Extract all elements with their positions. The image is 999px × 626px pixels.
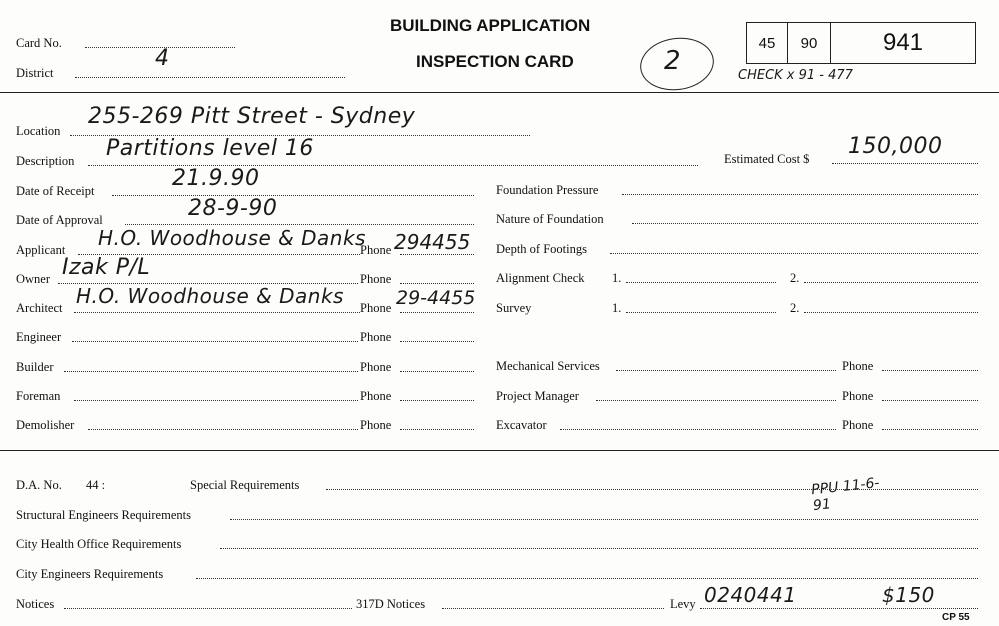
nature-foundation-label: Nature of Foundation <box>496 212 604 226</box>
levy-label: Levy <box>670 597 696 611</box>
date-approval-value: 28-9-90 <box>188 196 278 221</box>
architect-phone-value: 29-4455 <box>396 287 476 309</box>
mechanical-line[interactable] <box>616 359 836 371</box>
da-value: 44 : <box>86 478 106 492</box>
architect-value: H.O. Woodhouse & Danks <box>76 284 344 308</box>
box-year-prefix: 45 <box>746 22 788 64</box>
project-manager-phone-label: Phone <box>842 389 874 403</box>
architect-phone-label: Phone <box>360 301 392 315</box>
nature-foundation-line[interactable] <box>632 212 978 224</box>
notices-317d-line[interactable] <box>442 597 664 609</box>
date-approval-label: Date of Approval <box>16 213 103 227</box>
alignment-check-label: Alignment Check <box>496 271 585 285</box>
card-no-label: Card No. <box>16 36 62 50</box>
foundation-pressure-label: Foundation Pressure <box>496 183 599 197</box>
title-line2: INSPECTION CARD <box>416 52 574 71</box>
applicant-value: H.O. Woodhouse & Danks <box>98 226 366 250</box>
builder-phone-line[interactable] <box>400 360 474 372</box>
project-manager-label: Project Manager <box>496 389 579 403</box>
foreman-phone-label: Phone <box>360 389 392 403</box>
check-note: CHECK x 91 - 477 <box>738 68 853 83</box>
district-value: 4 <box>155 46 170 71</box>
district-label: District <box>16 66 54 80</box>
levy-amount: $150 <box>882 583 935 607</box>
demolisher-label: Demolisher <box>16 418 75 432</box>
foundation-pressure-line[interactable] <box>622 183 978 195</box>
project-manager-line[interactable] <box>596 389 836 401</box>
footer-divider <box>0 450 999 451</box>
applicant-phone-label: Phone <box>360 243 392 257</box>
district-line[interactable] <box>75 66 345 78</box>
owner-value: Izak P/L <box>62 255 151 280</box>
alignment-num1: 1. <box>612 271 622 285</box>
cp-code: CP 55 <box>942 612 970 623</box>
health-line[interactable] <box>220 537 978 549</box>
health-label: City Health Office Requirements <box>16 537 182 551</box>
excavator-line[interactable] <box>560 418 836 430</box>
project-manager-phone-line[interactable] <box>882 389 978 401</box>
applicant-label: Applicant <box>16 243 66 257</box>
survey-line2[interactable] <box>804 301 978 313</box>
mechanical-phone-label: Phone <box>842 359 874 373</box>
alignment-line1[interactable] <box>626 271 776 283</box>
estimated-cost-label: Estimated Cost $ <box>724 152 810 166</box>
demolisher-line[interactable] <box>88 418 358 430</box>
levy-value: 0240441 <box>704 583 797 607</box>
builder-line[interactable] <box>64 360 358 372</box>
da-label: D.A. No. <box>16 478 62 492</box>
title-line1: BUILDING APPLICATION <box>390 16 591 35</box>
engineer-phone-label: Phone <box>360 330 392 344</box>
location-value: 255-269 Pitt Street - Sydney <box>88 104 416 129</box>
alignment-line2[interactable] <box>804 271 978 283</box>
owner-phone-label: Phone <box>360 272 392 286</box>
excavator-label: Excavator <box>496 418 547 432</box>
foreman-phone-line[interactable] <box>400 389 474 401</box>
depth-footings-line[interactable] <box>610 242 978 254</box>
survey-num2: 2. <box>790 301 800 315</box>
city-eng-line[interactable] <box>196 567 978 579</box>
box-number: 941 <box>830 22 976 64</box>
foreman-line[interactable] <box>74 389 358 401</box>
location-label: Location <box>16 124 61 138</box>
special-req-label: Special Requirements <box>190 478 300 492</box>
survey-line1[interactable] <box>626 301 776 313</box>
foreman-label: Foreman <box>16 389 61 403</box>
engineer-line[interactable] <box>72 330 358 342</box>
date-receipt-line[interactable] <box>112 184 474 196</box>
builder-label: Builder <box>16 360 54 374</box>
mechanical-phone-line[interactable] <box>882 359 978 371</box>
engineer-phone-line[interactable] <box>400 330 474 342</box>
owner-phone-line[interactable] <box>400 272 474 284</box>
owner-label: Owner <box>16 272 51 286</box>
alignment-num2: 2. <box>790 271 800 285</box>
circled-number: 2 <box>664 46 682 76</box>
date-receipt-label: Date of Receipt <box>16 184 95 198</box>
notices-317d-label: 317D Notices <box>356 597 426 611</box>
date-receipt-value: 21.9.90 <box>172 166 260 191</box>
mechanical-label: Mechanical Services <box>496 359 600 373</box>
builder-phone-label: Phone <box>360 360 392 374</box>
description-label: Description <box>16 154 75 168</box>
city-eng-label: City Engineers Requirements <box>16 567 164 581</box>
structural-label: Structural Engineers Requirements <box>16 508 191 522</box>
demolisher-phone-line[interactable] <box>400 418 474 430</box>
survey-num1: 1. <box>612 301 622 315</box>
excavator-phone-line[interactable] <box>882 418 978 430</box>
description-value: Partitions level 16 <box>106 136 314 161</box>
survey-label: Survey <box>496 301 532 315</box>
excavator-phone-label: Phone <box>842 418 874 432</box>
demolisher-phone-label: Phone <box>360 418 392 432</box>
applicant-phone-value: 294455 <box>394 230 471 254</box>
notices-line[interactable] <box>64 597 352 609</box>
estimated-cost-value: 150,000 <box>848 134 943 159</box>
header-divider <box>0 92 999 93</box>
notices-label: Notices <box>16 597 55 611</box>
architect-label: Architect <box>16 301 63 315</box>
engineer-label: Engineer <box>16 330 62 344</box>
ppu-note: PPU 11-6-91 <box>810 475 881 515</box>
date-approval-line[interactable] <box>125 213 474 225</box>
box-year: 90 <box>787 22 831 64</box>
structural-line[interactable] <box>230 508 978 520</box>
depth-footings-label: Depth of Footings <box>496 242 587 256</box>
